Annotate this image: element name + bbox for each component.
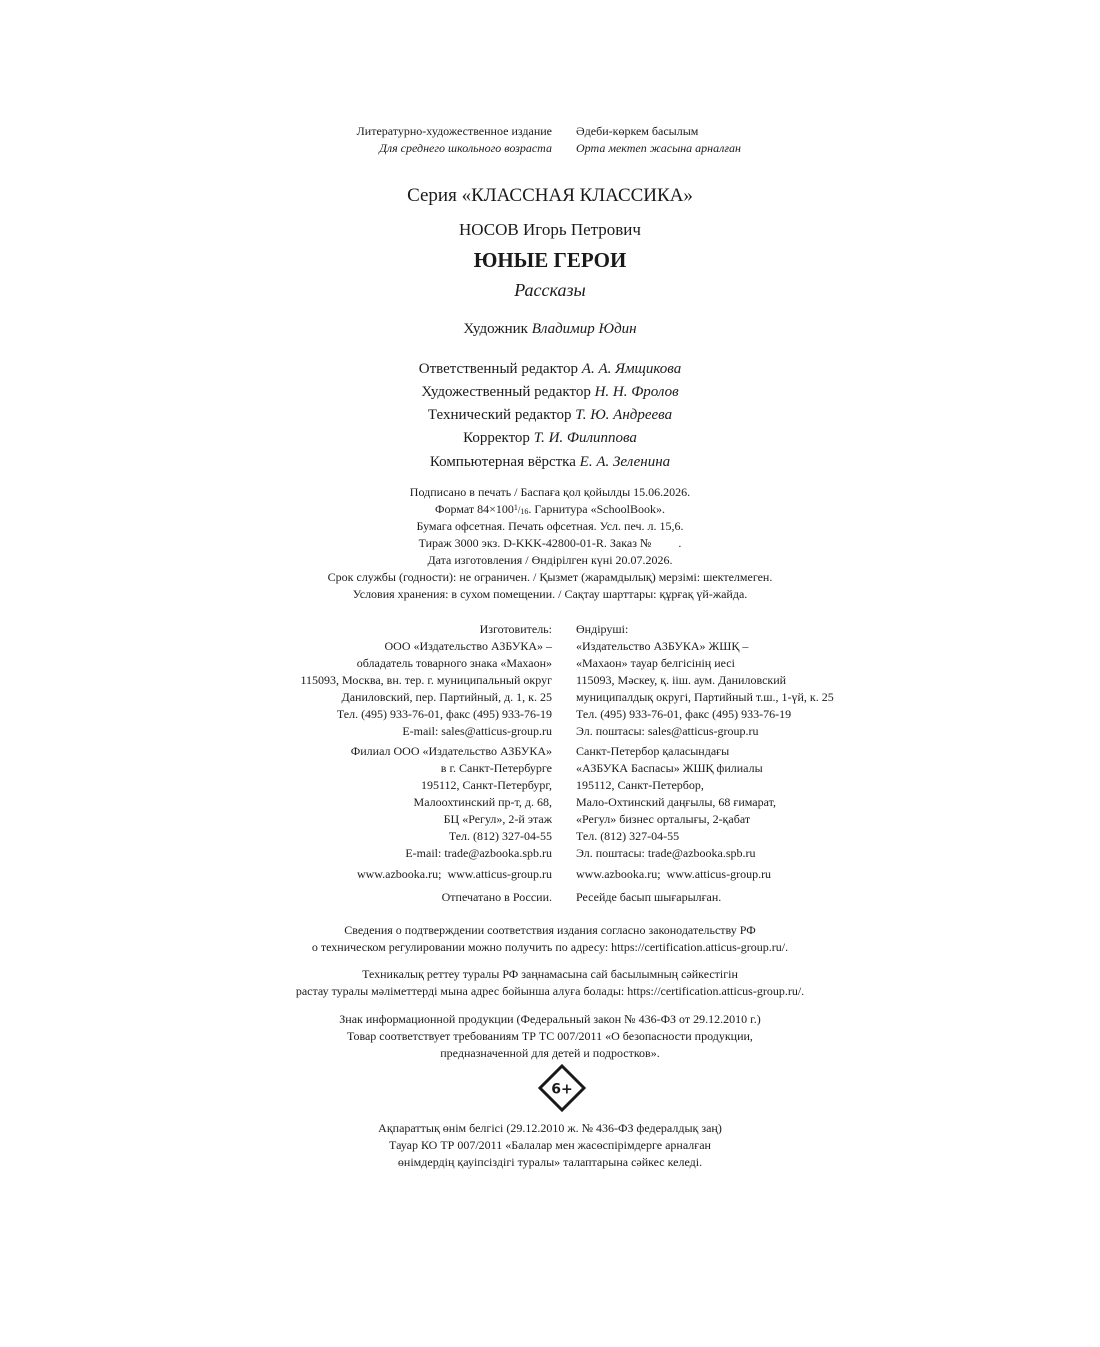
print-storage: Условия хранения: в сухом помещении. / Сақтау шарттары: құрғақ үй-жайда. xyxy=(352,587,748,601)
manufacturer-kz-line: Тел. (495) 933-76-01, факс (495) 933-76-19 xyxy=(576,707,792,721)
printed-in-russia: Отпечатано в России. xyxy=(441,890,552,904)
credit-name: Т. Ю. Андреева xyxy=(575,407,673,423)
age-rating-badge xyxy=(538,1064,586,1112)
print-service-life: Срок службы (годности): не ограничен. / Қызмет (жарамдылық) мерзімі: шектелмеген. xyxy=(327,570,773,584)
format-numerator: 1 xyxy=(513,503,518,512)
credit-role: Художественный редактор xyxy=(421,384,591,400)
branch-kz-line: «Регул» бизнес орталығы, 2-қабат xyxy=(576,812,751,826)
credit-line xyxy=(0,384,1100,401)
book-subtitle: Рассказы xyxy=(514,280,586,300)
header-left-line2: Для среднего школьного возраста xyxy=(379,141,552,155)
info-sign-ru-line: Знак информационной продукции (Федеральный закон № 436-ФЗ от 29.12.2010 г.) xyxy=(339,1012,761,1026)
branch-ru-line: Филиал ООО «Издательство АЗБУКА» xyxy=(350,744,552,758)
credit-role: Компьютерная вёрстка xyxy=(429,454,576,470)
credit-role: Ответственный редактор xyxy=(418,361,579,377)
header-left-line1: Литературно-художественное издание xyxy=(356,124,552,138)
branch-ru-line: Малоохтинский пр-т, д. 68, xyxy=(413,795,552,809)
info-sign-kz-line: Тауар КО ТР 007/2011 «Балалар мен жасөспірімдерге арналған xyxy=(389,1138,711,1152)
branch-ru-line: E-mail: trade@azbooka.spb.ru xyxy=(405,846,552,860)
format-denominator: 16 xyxy=(520,507,529,516)
certification-ru-line: о техническом регулировании можно получить по адресу: https://certification.atticus-group.ru/. xyxy=(311,940,789,954)
branch-kz-line: Санкт-Петербор қаласындағы xyxy=(576,744,730,758)
credit-line xyxy=(0,361,1100,378)
format-prefix: Формат 84×100 xyxy=(435,502,514,516)
credit-line xyxy=(0,430,1100,447)
format-slash: / xyxy=(517,505,521,515)
credit-name: А. А. Ямщикова xyxy=(581,361,682,377)
artist-role: Художник xyxy=(463,321,528,337)
manufacturer-ru-line: Тел. (495) 933-76-01, факс (495) 933-76-19 xyxy=(336,707,552,721)
manufacturer-ru-line: Даниловский, пер. Партийный, д. 1, к. 25 xyxy=(341,690,552,704)
branch-ru-line: 195112, Санкт-Петербург, xyxy=(421,778,552,792)
manufacturer-ru-line: 115093, Москва, вн. тер. г. муниципальный округ xyxy=(300,673,552,687)
info-sign-kz-line: өнімдердің қауіпсіздігі туралы» талаптарына сәйкес келеді. xyxy=(397,1155,703,1169)
header-right-line2: Орта мектеп жасына арналған xyxy=(576,141,741,155)
credit-name: Н. Н. Фролов xyxy=(594,384,679,400)
manufacturer-ru-line: Изготовитель: xyxy=(479,622,552,636)
credit-role: Технический редактор xyxy=(427,407,572,423)
branch-kz-line: Эл. поштасы: trade@azbooka.spb.ru xyxy=(576,846,756,860)
age-badge-text: 6+ xyxy=(551,1081,573,1098)
branch-kz-line: Тел. (812) 327-04-55 xyxy=(576,829,680,843)
branch-ru-line: в г. Санкт-Петербурге xyxy=(440,761,552,775)
manufacturer-kz-line: муниципалдық округі, Партийный т.ш., 1-үй, к. 25 xyxy=(576,690,834,704)
manufacturer-ru xyxy=(300,621,552,740)
info-sign-ru-line: Товар соответствует требованиям ТР ТС 007/2011 «О безопасности продукции, xyxy=(347,1029,753,1043)
branch-kz-line: «АЗБУКА Баспасы» ЖШҚ филиалы xyxy=(576,761,763,775)
websites-kz: www.azbooka.ru; www.atticus-group.ru xyxy=(576,867,772,881)
info-sign-kz-line: Ақпараттық өнім белгісі (29.12.2010 ж. № 436-ФЗ федералдық заң) xyxy=(378,1121,722,1135)
header-right-line1: Әдеби-көркем басылым xyxy=(576,124,699,138)
print-signed: Подписано в печать / Баспаға қол қойылды 15.06.2026. xyxy=(409,485,691,499)
manufacturer-ru-line: E-mail: sales@atticus-group.ru xyxy=(402,724,552,738)
print-run: Тираж 3000 экз. D-KKK-42800-01-R. Заказ № . xyxy=(418,536,682,550)
websites-ru: www.azbooka.ru; www.atticus-group.ru xyxy=(356,867,552,881)
credit-line xyxy=(0,454,1100,471)
branch-kz xyxy=(576,743,776,862)
manufacturer-ru-line: обладатель товарного знака «Махаон» xyxy=(356,656,552,670)
credit-name: Е. А. Зеленина xyxy=(579,454,671,470)
manufacturer-ru-line: ООО «Издательство АЗБУКА» – xyxy=(384,639,552,653)
branch-ru-line: Тел. (812) 327-04-55 xyxy=(448,829,552,843)
manufacturer-kz-line: 115093, Мәскеу, қ. ііш. аум. Даниловский xyxy=(576,673,787,687)
manufacturer-kz-line: «Махаон» тауар белгісінің иесі xyxy=(576,656,735,670)
credit-line xyxy=(0,407,1100,424)
manufacturer-kz-line: Өндіруші: xyxy=(576,622,629,636)
print-made-date: Дата изготовления / Өндірілген күні 20.07.2026. xyxy=(427,553,673,567)
author-name: НОСОВ Игорь Петрович xyxy=(459,220,641,239)
credit-name: Т. И. Филиппова xyxy=(533,430,637,446)
certification-kz-line: растау туралы мәліметтерді мына адрес бойынша алуға болады: https://certification.atticus-group.ru/. xyxy=(295,984,805,998)
certification-kz-line: Техникалық реттеу туралы РФ заңнамасына сай басылымның сәйкестігін xyxy=(362,967,738,981)
artist-name: Владимир Юдин xyxy=(531,321,637,337)
book-title: ЮНЫЕ ГЕРОИ xyxy=(473,248,627,272)
manufacturer-kz-line: Эл. поштасы: sales@atticus-group.ru xyxy=(576,724,759,738)
credit-role: Корректор xyxy=(463,430,530,446)
manufacturer-kz-line: «Издательство АЗБУКА» ЖШҚ – xyxy=(576,639,749,653)
print-format xyxy=(0,502,1100,517)
print-paper: Бумага офсетная. Печать офсетная. Усл. печ. л. 15,6. xyxy=(416,519,684,533)
branch-ru-line: БЦ «Регул», 2-й этаж xyxy=(443,812,552,826)
manufacturer-kz xyxy=(576,621,834,740)
branch-ru xyxy=(351,743,552,862)
artist-line xyxy=(0,321,1100,338)
info-sign-ru-line: предназначенной для детей и подростков». xyxy=(440,1046,660,1060)
certification-ru-line: Сведения о подтверждении соответствия издания согласно законодательству РФ xyxy=(344,923,756,937)
printed-in-russia-kz: Ресейде басып шығарылған. xyxy=(576,890,722,904)
series-title: Серия «КЛАССНАЯ КЛАССИКА» xyxy=(407,185,693,206)
branch-kz-line: 195112, Санкт-Петербор, xyxy=(576,778,704,792)
format-suffix: . Гарнитура «SchoolBook». xyxy=(528,502,665,516)
branch-kz-line: Мало-Охтинский даңғылы, 68 ғимарат, xyxy=(576,795,776,809)
